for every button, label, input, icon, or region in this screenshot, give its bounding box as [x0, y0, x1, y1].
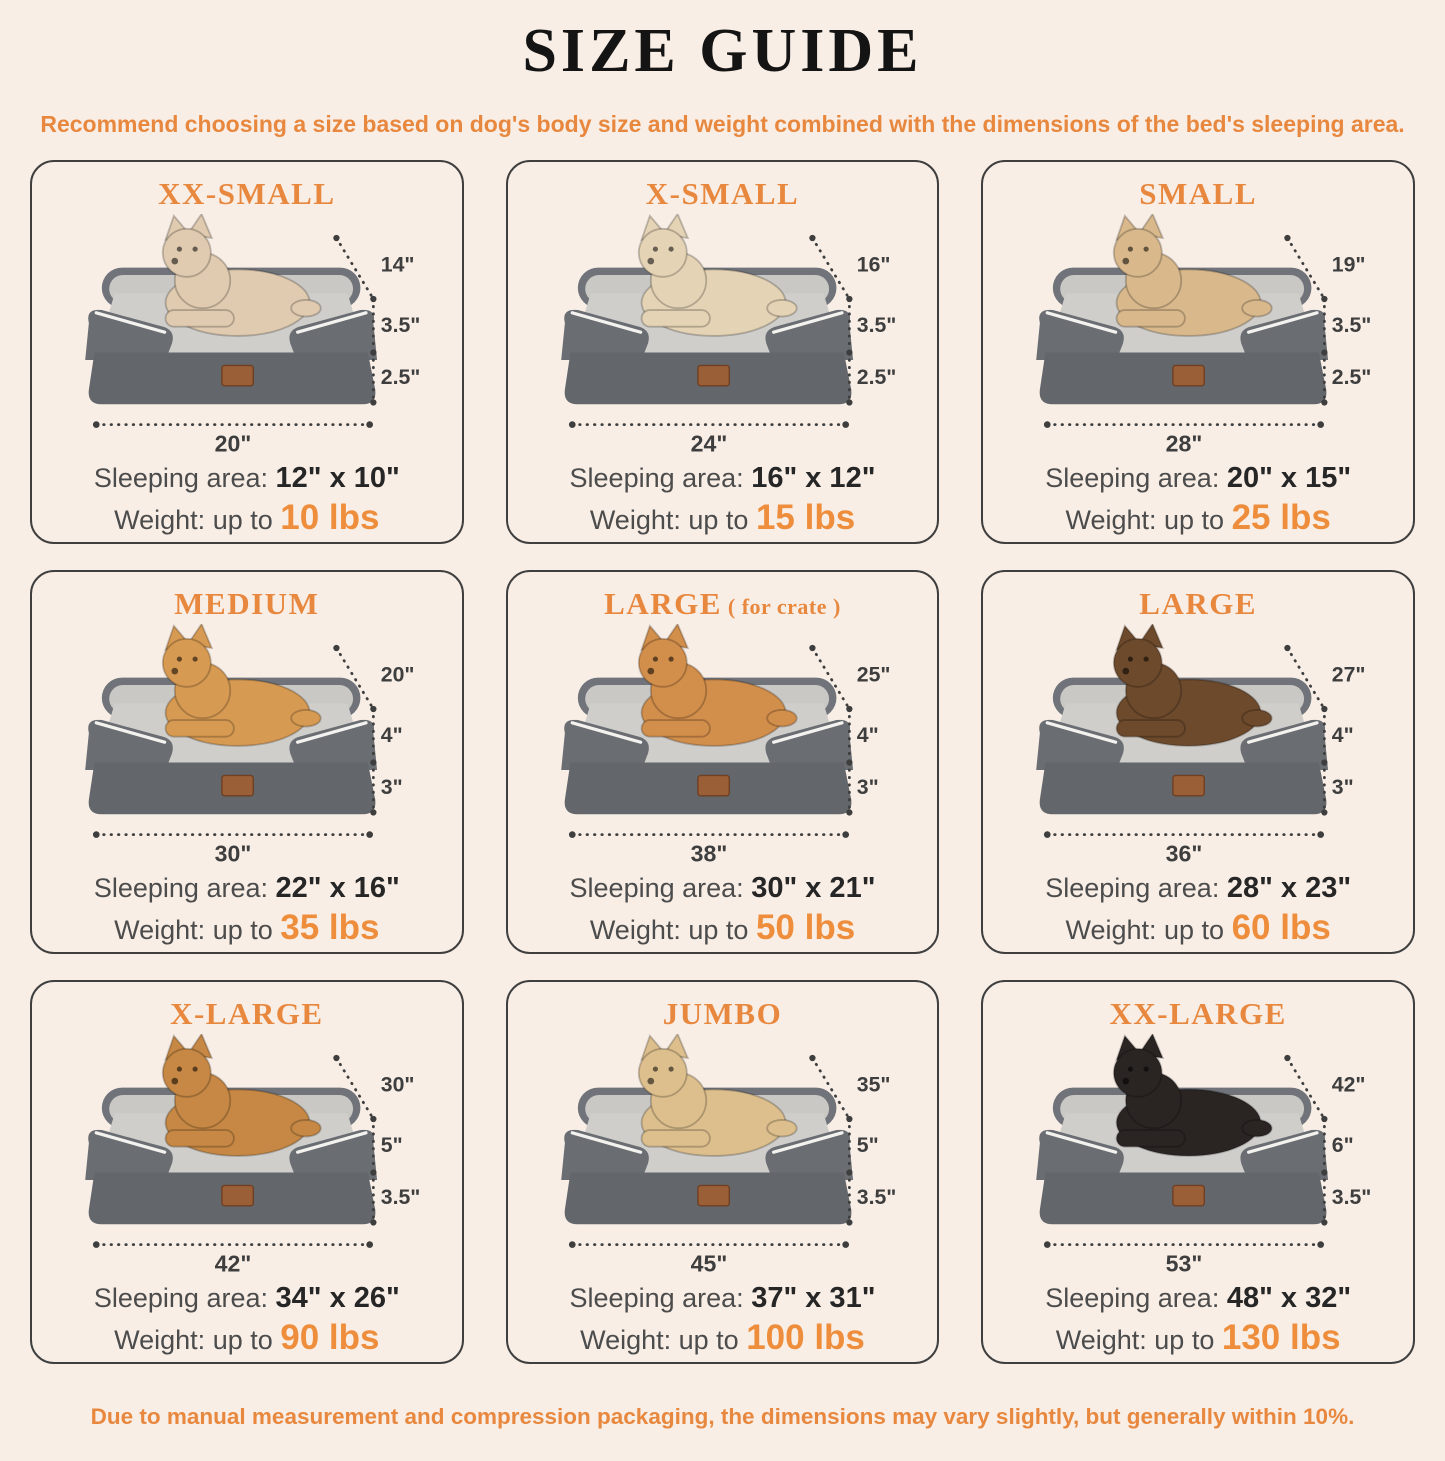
dim-dot	[569, 831, 576, 838]
dim-dot	[1318, 1241, 1325, 1248]
width-dim-label: 45"	[690, 1250, 727, 1276]
dog-tail	[1242, 710, 1272, 727]
dim-dot	[333, 1055, 339, 1061]
weight-label: Weight: up to	[1065, 915, 1225, 945]
dim-dot	[809, 645, 815, 651]
dim-dot	[1285, 235, 1291, 241]
sleeping-area-line	[570, 872, 876, 905]
width-dim-label: 53"	[1165, 1250, 1203, 1276]
size-card-title	[170, 996, 323, 1032]
dog-front-paws	[641, 720, 709, 737]
dim-dot	[846, 296, 852, 302]
weight-line	[580, 1318, 865, 1358]
dog-front-paws	[641, 310, 709, 327]
size-name: X-SMALL	[645, 176, 800, 211]
dim-dot	[842, 1241, 849, 1248]
dim-dot	[333, 235, 339, 241]
weight-value: 35 lbs	[280, 908, 380, 947]
dim-dot	[93, 831, 100, 838]
dim-dot	[1285, 645, 1291, 651]
bolster-height-dim-label: 3.5"	[856, 313, 897, 338]
sleeping-area-label: Sleeping area:	[1045, 463, 1220, 493]
size-card-title	[158, 176, 335, 212]
dim-dot	[842, 421, 849, 428]
dim-dot	[1322, 1116, 1328, 1122]
width-dim-label: 36"	[1165, 840, 1203, 866]
sleeping-area-line	[570, 1282, 876, 1315]
sleeping-area-line	[94, 462, 400, 495]
sleeping-area-label: Sleeping area:	[93, 463, 268, 493]
weight-value: 60 lbs	[1231, 908, 1331, 947]
bed-logo-tag	[1173, 1185, 1204, 1205]
dim-dot	[1285, 1055, 1291, 1061]
dog-tail	[1242, 300, 1272, 317]
dog-head	[1114, 639, 1162, 687]
diagonal-dim-label: 42"	[1332, 1072, 1366, 1097]
dim-dot	[1044, 831, 1051, 838]
size-card	[30, 160, 464, 544]
weight-value: 90 lbs	[280, 1318, 380, 1357]
dim-dot	[569, 1241, 576, 1248]
size-name: SMALL	[1139, 176, 1258, 211]
page-title: SIZE GUIDE	[522, 17, 923, 85]
sleeping-area-value: 34" x 26"	[275, 1282, 400, 1314]
weight-line	[114, 908, 379, 948]
width-dim-label: 30"	[214, 840, 252, 866]
bolster-height-dim-label: 4"	[380, 723, 403, 748]
weight-label: Weight: up to	[114, 1325, 273, 1355]
base-height-dim-label: 3.5"	[1332, 1184, 1372, 1209]
dim-dot	[93, 421, 100, 428]
size-name: XX-SMALL	[158, 176, 336, 211]
dim-dot	[370, 1116, 376, 1122]
sleeping-area-label: Sleeping area:	[1045, 873, 1220, 903]
dog-head	[638, 229, 686, 277]
weight-value: 15 lbs	[755, 498, 856, 537]
size-card	[981, 570, 1415, 954]
dim-dot	[370, 399, 376, 405]
dim-dot	[1322, 809, 1328, 815]
dog-front-paws	[641, 1130, 709, 1147]
sleeping-area-line	[94, 1282, 400, 1315]
weight-line	[590, 498, 855, 538]
dim-dot	[370, 1219, 376, 1225]
page-header	[0, 16, 1445, 138]
width-dim-label: 20"	[214, 430, 252, 456]
sleeping-area-value: 30" x 21"	[751, 872, 876, 904]
dog-tail	[291, 710, 321, 727]
diagonal-dim-label: 19"	[1332, 252, 1366, 277]
diagonal-dim-label: 16"	[856, 252, 891, 277]
size-card-title	[604, 586, 841, 622]
sleeping-area-line	[94, 872, 400, 905]
dim-dot	[846, 1116, 852, 1122]
weight-line	[114, 498, 379, 538]
weight-value: 50 lbs	[755, 908, 856, 947]
size-name: XX-LARGE	[1109, 996, 1287, 1031]
dog-tail	[291, 300, 321, 317]
weight-line	[1065, 908, 1330, 948]
weight-line	[590, 908, 855, 948]
bed-photo	[991, 1034, 1405, 1276]
sleeping-area-label: Sleeping area:	[93, 873, 268, 903]
sleeping-area-label: Sleeping area:	[1045, 1283, 1220, 1313]
weight-label: Weight: up to	[589, 505, 749, 535]
size-card	[30, 570, 464, 954]
dog-front-paws	[166, 720, 234, 737]
bed-photo	[991, 624, 1405, 866]
sleeping-area-label: Sleeping area:	[569, 873, 744, 903]
bed-photo	[991, 214, 1405, 456]
bolster-height-dim-label: 5"	[856, 1133, 879, 1158]
size-name: JUMBO	[662, 996, 783, 1031]
base-height-dim-label: 3.5"	[856, 1184, 897, 1209]
weight-value: 25 lbs	[1231, 498, 1331, 537]
bed-photo	[40, 624, 454, 866]
diagonal-dim-label: 30"	[380, 1072, 415, 1097]
bed-logo-tag	[222, 775, 253, 795]
dog-front-paws	[166, 1130, 234, 1147]
dim-dot	[366, 421, 373, 428]
dim-dot	[370, 809, 376, 815]
sleeping-area-line	[1045, 872, 1351, 905]
bolster-height-dim-label: 5"	[380, 1133, 403, 1158]
dim-dot	[1318, 421, 1325, 428]
weight-label: Weight: up to	[1065, 505, 1225, 535]
dog-head	[1114, 1049, 1162, 1097]
size-card	[506, 160, 940, 544]
bed-logo-tag	[698, 775, 729, 795]
dim-dot	[846, 399, 852, 405]
size-card-title	[646, 176, 799, 212]
dim-dot	[809, 1055, 815, 1061]
bed-photo	[516, 214, 930, 456]
size-name: LARGE	[1139, 586, 1258, 621]
weight-value: 100 lbs	[746, 1318, 865, 1357]
base-height-dim-label: 2.5"	[380, 364, 421, 389]
dog-front-paws	[1117, 1130, 1185, 1147]
base-height-dim-label: 3"	[856, 774, 879, 799]
size-name: X-LARGE	[170, 996, 324, 1031]
dim-dot	[370, 706, 376, 712]
weight-line	[1056, 1318, 1341, 1358]
dim-dot	[1044, 421, 1051, 428]
width-dim-label: 42"	[214, 1250, 252, 1276]
weight-label: Weight: up to	[1055, 1325, 1215, 1355]
size-guide-grid	[30, 160, 1415, 1364]
weight-label: Weight: up to	[114, 505, 273, 535]
dim-dot	[1322, 296, 1328, 302]
diagonal-dim-label: 35"	[856, 1072, 891, 1097]
page-subtitle: Recommend choosing a size based on dog's body size and weight combined with the dimensions of the bed's sleeping area.	[40, 111, 1405, 137]
sleeping-area-value: 28" x 23"	[1226, 872, 1352, 904]
diagonal-dim-label: 25"	[856, 662, 891, 687]
size-card-title	[1139, 176, 1257, 212]
footer-note: Due to manual measurement and compression packaging, the dimensions may vary slightly, but generally within 10%.	[90, 1404, 1355, 1429]
sleeping-area-value: 48" x 32"	[1226, 1282, 1352, 1314]
dim-dot	[333, 645, 339, 651]
sleeping-area-value: 16" x 12"	[751, 462, 876, 494]
sleeping-area-label: Sleeping area:	[93, 1283, 268, 1313]
base-height-dim-label: 3.5"	[380, 1184, 421, 1209]
bed-logo-tag	[1173, 365, 1204, 385]
dog-head	[638, 639, 686, 687]
bolster-height-dim-label: 6"	[1332, 1133, 1354, 1158]
size-card	[30, 980, 464, 1364]
weight-line	[1065, 498, 1330, 538]
bed-photo	[40, 1034, 454, 1276]
dim-dot	[846, 809, 852, 815]
size-card	[981, 980, 1415, 1364]
base-height-dim-label: 2.5"	[856, 364, 897, 389]
bed-photo	[516, 1034, 930, 1276]
dim-dot	[846, 706, 852, 712]
dim-dot	[842, 831, 849, 838]
size-name: LARGE	[604, 586, 722, 621]
weight-value: 130 lbs	[1221, 1318, 1341, 1357]
diagonal-dim-label: 14"	[380, 252, 415, 277]
width-dim-label: 38"	[690, 840, 727, 866]
weight-label: Weight: up to	[114, 915, 273, 945]
dog-head	[163, 229, 211, 277]
dim-dot	[1318, 831, 1325, 838]
dog-front-paws	[166, 310, 234, 327]
bolster-height-dim-label: 4"	[1332, 723, 1354, 748]
dim-dot	[1322, 399, 1328, 405]
base-height-dim-label: 2.5"	[1332, 364, 1372, 389]
sleeping-area-line	[570, 462, 876, 495]
dog-head	[163, 639, 211, 687]
bolster-height-dim-label: 3.5"	[380, 313, 421, 338]
dim-dot	[1322, 1219, 1328, 1225]
size-card	[981, 160, 1415, 544]
dog-tail	[767, 710, 797, 727]
bed-logo-tag	[698, 1185, 729, 1205]
dim-dot	[370, 296, 376, 302]
base-height-dim-label: 3"	[380, 774, 403, 799]
sleeping-area-line	[1045, 462, 1351, 495]
dim-dot	[1322, 706, 1328, 712]
dim-dot	[93, 1241, 100, 1248]
sleeping-area-line	[1045, 1282, 1351, 1315]
dog-tail	[767, 300, 797, 317]
dim-dot	[1044, 1241, 1051, 1248]
sleeping-area-value: 20" x 15"	[1226, 462, 1352, 494]
size-card-title	[174, 586, 319, 622]
weight-label: Weight: up to	[589, 915, 749, 945]
dim-dot	[366, 831, 373, 838]
bed-logo-tag	[1173, 775, 1204, 795]
sleeping-area-value: 12" x 10"	[275, 462, 400, 494]
dog-head	[1114, 229, 1162, 277]
dim-dot	[366, 1241, 373, 1248]
weight-label: Weight: up to	[580, 1325, 739, 1355]
size-card-title	[1109, 996, 1286, 1032]
bed-logo-tag	[698, 365, 729, 385]
bed-logo-tag	[222, 365, 253, 385]
weight-value: 10 lbs	[280, 498, 380, 537]
dog-tail	[1242, 1120, 1272, 1137]
dog-tail	[291, 1120, 321, 1137]
dim-dot	[569, 421, 576, 428]
bolster-height-dim-label: 3.5"	[1332, 313, 1372, 338]
size-card-title	[1139, 586, 1257, 622]
size-card	[506, 570, 940, 954]
dog-tail	[767, 1120, 797, 1137]
bed-photo	[516, 624, 930, 866]
base-height-dim-label: 3"	[1332, 774, 1354, 799]
width-dim-label: 24"	[690, 430, 727, 456]
bolster-height-dim-label: 4"	[856, 723, 879, 748]
dim-dot	[846, 1219, 852, 1225]
bed-photo	[40, 214, 454, 456]
sleeping-area-value: 22" x 16"	[275, 872, 400, 904]
dog-head	[163, 1049, 211, 1097]
size-card	[506, 980, 940, 1364]
size-name-suffix: ( for crate )	[727, 594, 841, 619]
diagonal-dim-label: 27"	[1332, 662, 1366, 687]
sleeping-area-value: 37" x 31"	[751, 1282, 876, 1314]
dog-front-paws	[1117, 310, 1185, 327]
dim-dot	[809, 235, 815, 241]
size-name: MEDIUM	[174, 586, 320, 621]
diagonal-dim-label: 20"	[380, 662, 415, 687]
dog-front-paws	[1117, 720, 1185, 737]
bed-logo-tag	[222, 1185, 253, 1205]
weight-line	[114, 1318, 379, 1358]
sleeping-area-label: Sleeping area:	[569, 1283, 744, 1313]
sleeping-area-label: Sleeping area:	[569, 463, 744, 493]
width-dim-label: 28"	[1165, 430, 1203, 456]
size-card-title	[663, 996, 782, 1032]
dog-head	[638, 1049, 686, 1097]
